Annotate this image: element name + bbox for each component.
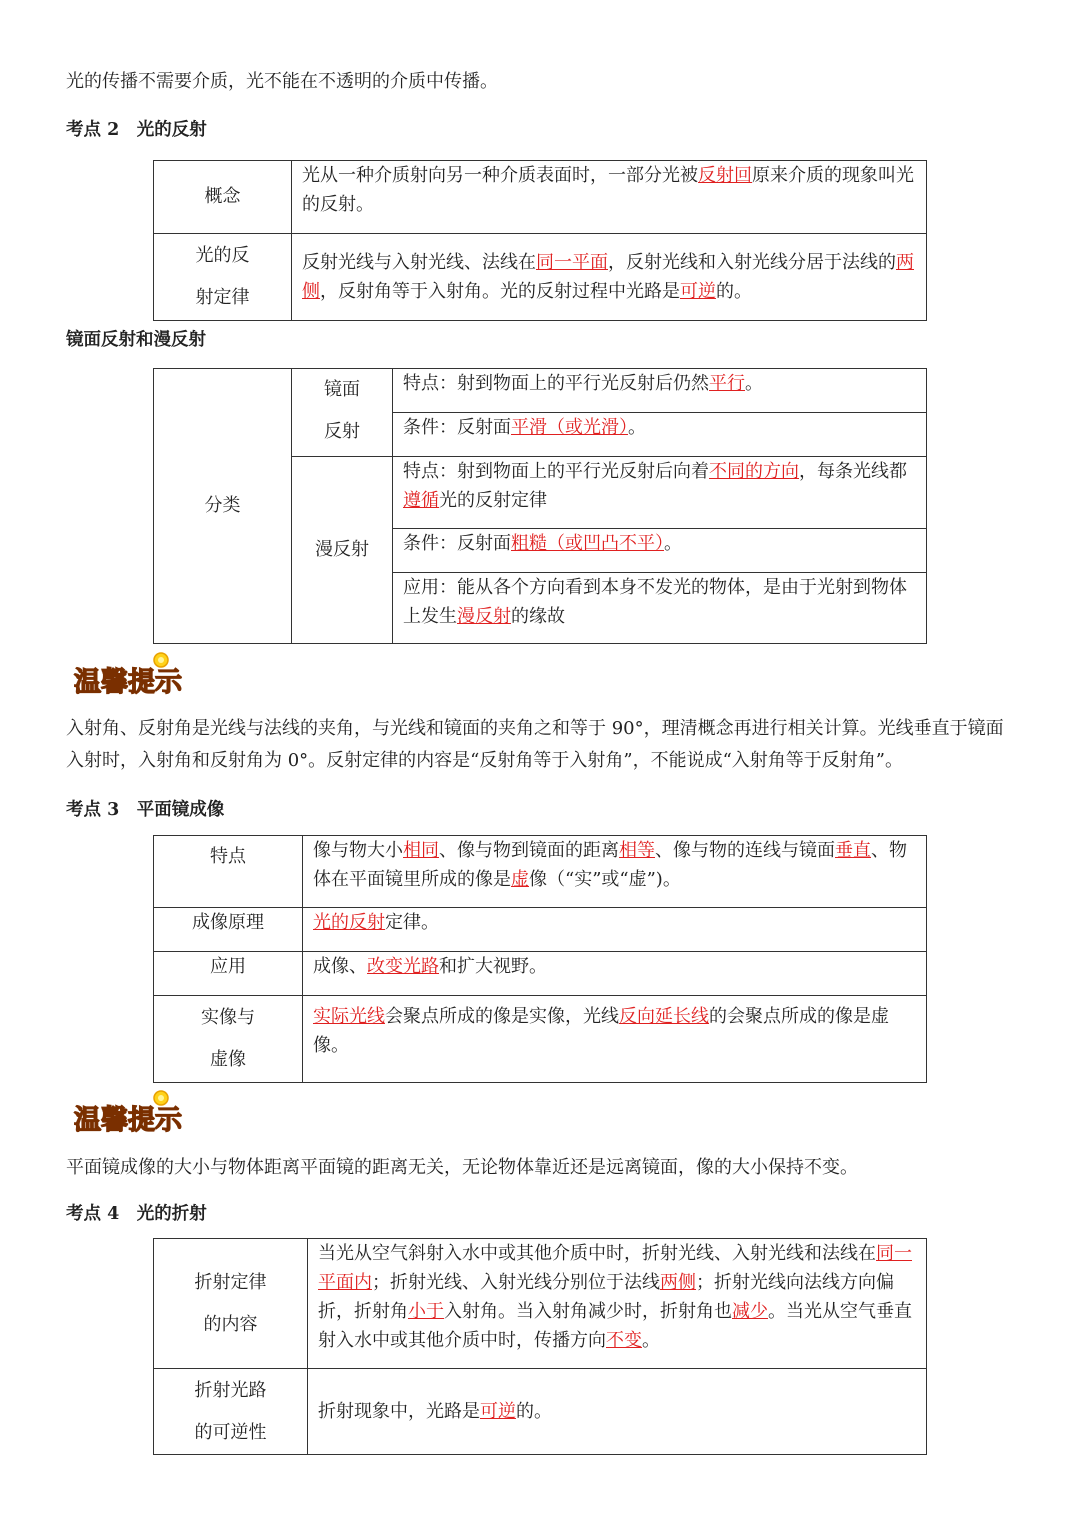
section-heading-refraction: 考点 4 光的折射 xyxy=(66,1204,207,1224)
law-cell: 反射光线与入射光线、法线在同一平面，反射光线和入射光线分居于法线的两侧，反射角等于入射角。光的反射过程中光路是可逆的。 xyxy=(292,234,927,321)
spec-feature-cell: 特点：射到物面上的平行光反射后仍然平行。 xyxy=(393,369,927,413)
warm-tip-graphic xyxy=(72,650,184,702)
feature-label: 特点 xyxy=(154,836,303,908)
refraction-law-cell: 当光从空气斜射入水中或其他介质中时，折射光线、入射光线和法线在同一平面内；折射光线、入射光线分别位于法线两侧；折射光线向法线方向偏折，折射角小于入射角。当入射角减少时，折射角也减少。当光从空气垂直射入水中或其他介质中时，传播方向不变。 xyxy=(308,1239,927,1369)
real-virtual-label: 实像与 虚像 xyxy=(154,996,303,1083)
reflection-table xyxy=(153,160,927,321)
plane-mirror-table xyxy=(153,835,927,1083)
tip2-text: 平面镜成像的大小与物体距离平面镜的距离无关，无论物体靠近还是远离镜面，像的大小保持不变。 xyxy=(66,1157,858,1178)
concept-label: 概念 xyxy=(154,161,292,234)
refraction-table xyxy=(153,1238,927,1455)
specular-label: 镜面 反射 xyxy=(292,369,393,457)
section-heading-plane-mirror: 考点 3 平面镜成像 xyxy=(66,800,225,820)
principle-label: 成像原理 xyxy=(154,908,303,952)
class-label: 分类 xyxy=(154,369,292,644)
svg-text:温馨提示: 温馨提示 xyxy=(74,1105,182,1136)
svg-text:温馨提示: 温馨提示 xyxy=(74,667,182,698)
diff-cond-cell: 条件：反射面粗糙（或凹凸不平）。 xyxy=(393,529,927,573)
warm-tip-badge-1 xyxy=(72,650,184,702)
warm-tip-graphic xyxy=(72,1088,184,1140)
law-label: 光的反 射定律 xyxy=(154,234,292,321)
concept-cell: 光从一种介质射向另一种介质表面时，一部分光被反射回原来介质的现象叫光的反射。 xyxy=(292,161,927,234)
real-virtual-cell: 实际光线会聚点所成的像是实像，光线反向延长线的会聚点所成的像是虚像。 xyxy=(303,996,927,1083)
diff-app-cell: 应用：能从各个方向看到本身不发光的物体，是由于光射到物体上发生漫反射的缘故 xyxy=(393,573,927,644)
reversibility-label: 折射光路 的可逆性 xyxy=(154,1369,308,1455)
diffuse-label: 漫反射 xyxy=(292,457,393,644)
diff-feature-cell: 特点：射到物面上的平行光反射后向着不同的方向，每条光线都遵循光的反射定律 xyxy=(393,457,927,529)
mirror-table xyxy=(153,368,927,644)
principle-cell: 光的反射定律。 xyxy=(303,908,927,952)
intro-text: 光的传播不需要介质，光不能在不透明的介质中传播。 xyxy=(66,71,498,92)
warm-tip-badge-2 xyxy=(72,1088,184,1140)
section-heading-reflection: 考点 2 光的反射 xyxy=(66,120,207,140)
tip1-text: 入射角、反射角是光线与法线的夹角，与光线和镜面的夹角之和等于 90°，理清概念再进行相关计算。光线垂直于镜面入射时，入射角和反射角为 0°。反射定律的内容是“反射角等于入射角”，不能说成“入射角等于反射角”。 xyxy=(66,718,1004,771)
refraction-law-label: 折射定律 的内容 xyxy=(154,1239,308,1369)
spec-cond-cell: 条件：反射面平滑（或光滑）。 xyxy=(393,413,927,457)
reversibility-cell: 折射现象中，光路是可逆的。 xyxy=(308,1369,927,1455)
feature-cell: 像与物大小相同、像与物到镜面的距离相等、像与物的连线与镜面垂直、物体在平面镜里所成的像是虚像（“实”或“虚”)。 xyxy=(303,836,927,908)
section-heading-mirror: 镜面反射和漫反射 xyxy=(66,330,206,350)
application-label: 应用 xyxy=(154,952,303,996)
application-cell: 成像、改变光路和扩大视野。 xyxy=(303,952,927,996)
